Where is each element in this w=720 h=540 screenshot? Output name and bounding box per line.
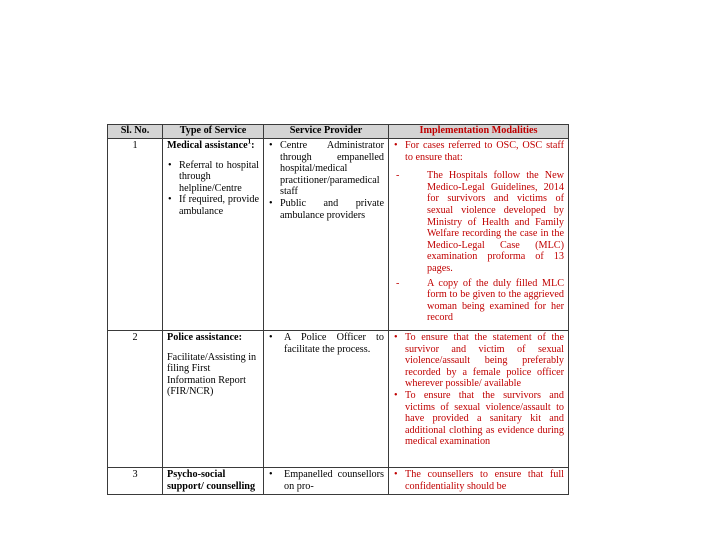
service-title: Police assistance: xyxy=(167,332,242,343)
table-row xyxy=(108,331,569,468)
provider-bullet: • Empanelled counsellors on pro- xyxy=(268,469,384,492)
provider-bullet: • A Police Officer to facilitate the process. xyxy=(268,332,384,355)
service-description: Facilitate/Assisting in filing First Information Report (FIR/NCR) xyxy=(167,351,257,398)
row-type-of-service xyxy=(163,331,264,468)
header-service-provider: Service Provider xyxy=(264,125,389,139)
row-implementation-modalities xyxy=(389,331,569,468)
header-sl-no: Sl. No. xyxy=(108,125,163,139)
row-sl-no: 2 xyxy=(108,331,163,468)
service-bullet: • Referral to hospital through helpline/Centre xyxy=(167,160,259,195)
row-service-provider xyxy=(264,468,389,495)
header-type-of-service: Type of Service xyxy=(163,125,264,139)
row-implementation-modalities xyxy=(389,468,569,495)
row-type-of-service xyxy=(163,139,264,331)
table-row xyxy=(108,139,569,331)
provider-bullet: • Public and private ambulance providers xyxy=(268,198,384,221)
provider-bullet: • Centre Administrator through empanelled hospital/medical practitioner/paramedical staff xyxy=(268,140,384,198)
services-table xyxy=(107,124,569,495)
table-header-row xyxy=(108,125,569,139)
modality-dash-item: - The Hospitals follow the New Medico-Legal Guidelines, 2014 for survivors and victims of sexual violence developed by Ministry of Health and Family Welfare recording the case in the Medico-Legal Case (MLC) examination proforma of 13 pages. xyxy=(393,170,564,274)
row-service-provider xyxy=(264,139,389,331)
modality-dash-item: - A copy of the duly filled MLC form to be given to the aggrieved woman being examined for her record xyxy=(393,278,564,324)
row-type-of-service xyxy=(163,468,264,495)
row-implementation-modalities xyxy=(389,139,569,331)
service-bullet: • If required, provide ambulance xyxy=(167,194,259,217)
modality-bullet: • To ensure that the survivors and victims of sexual violence/assault to have provided a sanitary kit and additional clothing as evidence during medical examination xyxy=(393,390,564,448)
service-title: Psycho-social support/ counselling xyxy=(167,469,256,492)
header-implementation-modalities: Implementation Modalities xyxy=(389,125,569,139)
service-title: Medical assistance$^1$: xyxy=(167,138,255,151)
modality-intro: • For cases referred to OSC, OSC staff to ensure that: xyxy=(393,140,564,163)
table-row xyxy=(108,468,569,495)
row-sl-no: 3 xyxy=(108,468,163,495)
modality-bullet: • The counsellers to ensure that full confidentiality should be xyxy=(393,469,564,492)
row-service-provider xyxy=(264,331,389,468)
modality-bullet: • To ensure that the statement of the survivor and victim of sexual violence/assault being preferably recorded by a female police officer wherever possible/ available xyxy=(393,332,564,390)
row-sl-no: 1 xyxy=(108,139,163,331)
